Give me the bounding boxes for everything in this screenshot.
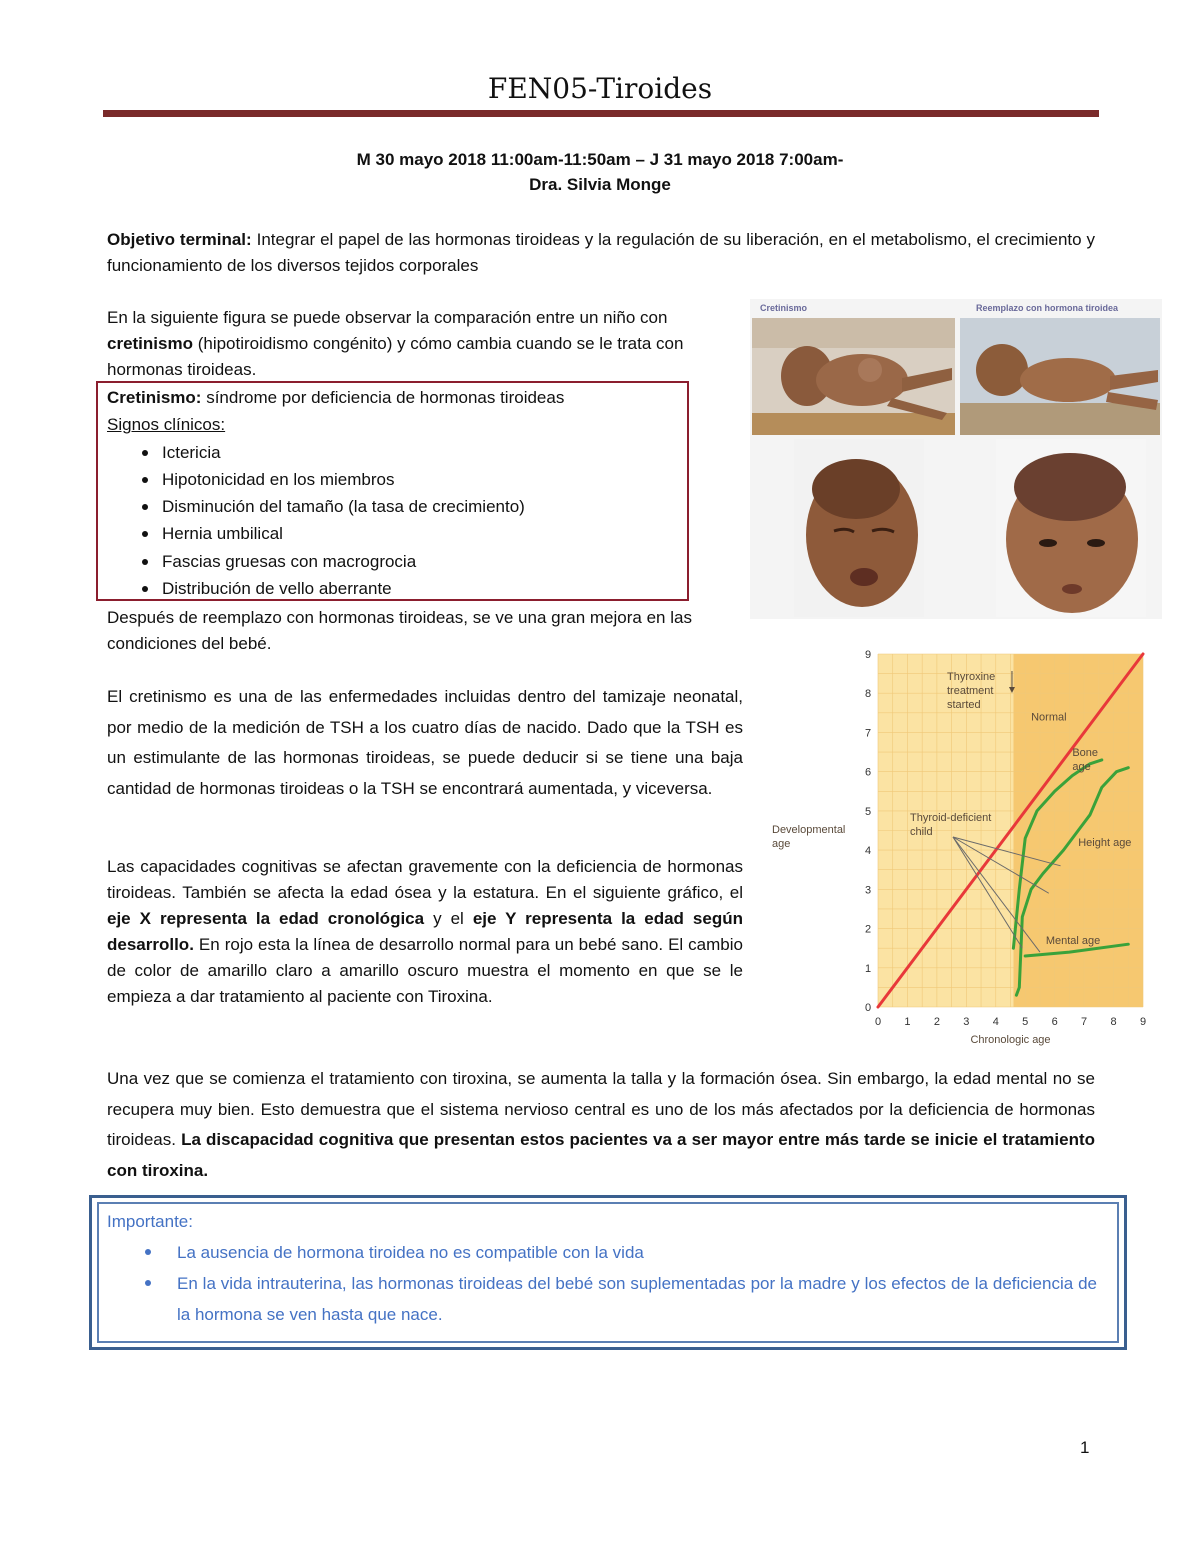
session-date: M 30 mayo 2018 11:00am-11:50am – J 31 mayo 2018 7:00am- — [356, 150, 844, 169]
cognitive-text-3: En rojo esta la línea de desarrollo normal para un bebé sano. El cambio de color de amarillo claro a amarillo oscuro muestra el momento en que se le empieza a dar tratamiento al paciente con Tiroxina. — [107, 935, 743, 1006]
legend-normal: Normal — [1031, 711, 1067, 724]
photo-label-left: Cretinismo — [760, 303, 808, 313]
cognitive-text-1: Las capacidades cognitivas se afectan gravemente con la deficiencia de hormonas tiroideas. También se afecta la edad ósea y la estatura. En el siguiente gráfico, el — [107, 857, 743, 902]
x-tick-label: 5 — [1022, 1016, 1029, 1028]
session-teacher: Dra. Silvia Monge — [529, 175, 671, 194]
y-tick-label: 6 — [864, 766, 872, 779]
list-item: En la vida intrauterina, las hormonas tiroideas del bebé son suplementadas por la madre y los efectos de la deficiencia de la hormona se ven hasta que nace. — [177, 1268, 1097, 1330]
important-content — [107, 1206, 1097, 1330]
list-item: Ictericia — [162, 439, 687, 466]
x-tick-label: 1 — [904, 1016, 911, 1028]
x-axis-label: Chronologic age — [970, 1034, 1051, 1046]
cognitive-bold-2: eje Y representa la edad según desarrollo. — [107, 909, 743, 954]
list-item: Fascias gruesas con macrogrocia — [162, 548, 687, 575]
important-list — [107, 1237, 1097, 1330]
list-item: Disminución del tamaño (la tasa de crecimiento) — [162, 493, 687, 520]
x-tick-label: 4 — [992, 1016, 999, 1028]
y-tick-label: 3 — [864, 884, 872, 897]
y-tick-label: 7 — [864, 727, 872, 740]
cretinism-content — [107, 384, 687, 602]
x-tick-label: 7 — [1081, 1016, 1088, 1028]
y-tick-label: 8 — [864, 688, 872, 701]
cognitive-bold-1: eje X representa la edad cronológica — [107, 909, 425, 928]
after-treatment-paragraph: Después de reemplazo con hormonas tiroideas, se ve una gran mejora en las condiciones del bebé. — [107, 608, 692, 653]
list-item: Distribución de vello aberrante — [162, 575, 687, 602]
legend-height-age: Height age — [1078, 837, 1132, 850]
title-rule — [103, 110, 1099, 117]
cretinism-heading-bold: Cretinismo: — [107, 388, 202, 407]
photo-treated-body — [960, 318, 1160, 435]
objective-text: Integrar el papel de las hormonas tiroideas y la regulación de su liberación, en el metabolismo, el crecimiento y funcionamiento de los diversos tejidos corporales — [107, 230, 1095, 275]
photo-label-right: Reemplazo con hormona tiroidea — [976, 303, 1119, 313]
intro-bold: cretinismo — [107, 334, 193, 353]
list-item: Hernia umbilical — [162, 520, 687, 547]
intro-text-2: (hipotiroidismo congénito) y cómo cambia cuando se le trata con hormonas tiroideas. — [107, 334, 684, 379]
legend-bone-age: Bone age — [1072, 746, 1099, 773]
important-title: Importante: — [107, 1212, 193, 1231]
growth-chart-svg — [765, 645, 1160, 1055]
page-title: FEN05-Tiroides — [487, 72, 713, 105]
cretinism-heading — [107, 384, 687, 411]
y-tick-label: 9 — [864, 649, 872, 661]
legend-mental-age: Mental age — [1045, 935, 1101, 948]
list-item: La ausencia de hormona tiroidea no es compatible con la vida — [177, 1237, 1097, 1268]
intro-paragraph — [107, 305, 731, 383]
page-number: 1 — [1080, 1438, 1090, 1457]
objective-paragraph — [107, 227, 1095, 279]
deficient-label: Thyroid-deficient child — [910, 812, 992, 838]
photo-treated-face — [996, 439, 1146, 617]
y-tick-label: 1 — [864, 962, 872, 975]
signs-label: Signos clínicos: — [107, 415, 226, 435]
cretinism-heading-rest: síndrome por deficiencia de hormonas tiroideas — [201, 388, 565, 407]
y-tick-label: 0 — [864, 1002, 872, 1014]
x-tick-label: 2 — [933, 1016, 940, 1028]
y-axis-label: Developmental age — [772, 824, 846, 850]
intro-text-1: En la siguiente figura se puede observar la comparación entre un niño con — [107, 308, 668, 327]
screening-paragraph: El cretinismo es una de las enfermedades incluidas dentro del tamizaje neonatal, por medio de la medición de TSH a los cuatro días de nacido. Dado que la TSH es un estimulante de las hormonas tiroideas, se puede deducir si se tiene una baja cantidad de hormonas tiroideas o la TSH se encontrará aumentada, y viceversa. — [107, 687, 743, 798]
thyroxine-bold: La discapacidad cognitiva que presentan estos pacientes va a ser mayor entre más tarde se inicie el tratamiento con tiroxina. — [107, 1130, 1095, 1180]
objective-label: Objetivo terminal: — [107, 230, 252, 249]
treatment-label: Thyroxine treatment started — [947, 671, 996, 711]
signs-list — [107, 439, 687, 603]
thyroxine-paragraph — [107, 1064, 1095, 1186]
y-tick-label: 4 — [864, 845, 872, 858]
y-tick-label: 5 — [864, 805, 872, 818]
list-item: Hipotonicidad en los miembros — [162, 466, 687, 493]
cognitive-paragraph — [107, 854, 743, 1010]
photo-cretin-face — [794, 439, 924, 617]
growth-chart — [765, 645, 1160, 1055]
x-tick-label: 6 — [1051, 1016, 1058, 1028]
cognitive-text-2: y el — [424, 909, 473, 928]
x-tick-label: 8 — [1110, 1016, 1117, 1028]
photo-cretin-body — [752, 318, 955, 435]
x-tick-label: 0 — [874, 1016, 882, 1028]
x-tick-label: 3 — [963, 1016, 970, 1028]
cretinism-photo-figure — [750, 299, 1162, 619]
y-tick-label: 2 — [864, 923, 872, 936]
x-tick-label: 9 — [1139, 1016, 1147, 1028]
thyroxine-text: Una vez que se comienza el tratamiento con tiroxina, se aumenta la talla y la formación ósea. Sin embargo, la edad mental no se recupera muy bien. Esto demuestra que el sistema nervioso central es uno de los más afectados por la deficiencia de hormonas tiroideas. — [107, 1069, 1095, 1149]
